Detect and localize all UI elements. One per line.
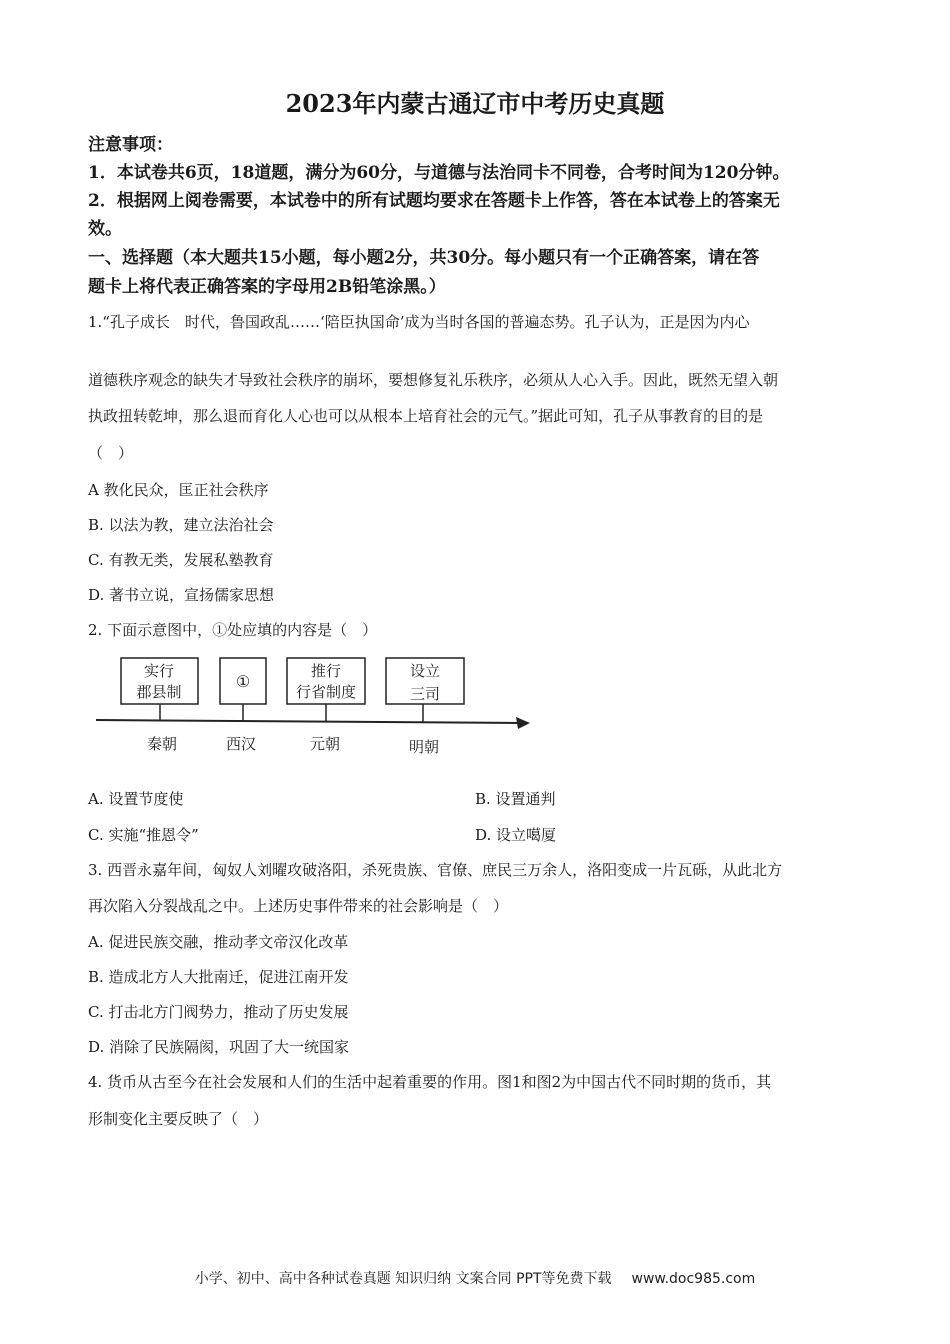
- q2-option-b[interactable]: B. 设置通判: [475, 790, 556, 808]
- q1-option-c[interactable]: C. 有教无类，发展私塾教育: [88, 551, 274, 569]
- footer-url-link[interactable]: www.doc985.com: [631, 1271, 756, 1287]
- q2-option-a[interactable]: A. 设置节度使: [88, 790, 184, 808]
- box-yuan-line-1: 推行: [310, 662, 342, 680]
- page-title: 2023年内蒙古通辽市中考历史真题: [285, 89, 665, 118]
- q2-option-c[interactable]: C. 实施“推恩令”: [88, 826, 199, 844]
- q2-timeline-diagram: [90, 652, 540, 760]
- q3-option-c[interactable]: C. 打击北方门阀势力，推动了历史发展: [88, 1003, 349, 1021]
- q3-stem-line-2: 再次陷入分裂战乱之中。上述历史事件带来的社会影响是（ ）: [88, 897, 509, 915]
- footer-text: 小学、初中、高中各种试卷真题 知识归纳 文案合同 PPT等免费下载: [194, 1271, 612, 1287]
- q1-option-d[interactable]: D. 著书立说，宣扬儒家思想: [88, 586, 275, 604]
- section-1-heading-line-2: 题卡上将代表正确答案的字母用2B铅笔涂黑。）: [88, 277, 446, 297]
- notice-item-2-line-1: 2．根据网上阅卷需要，本试卷中的所有试题均要求在答题卡上作答，答在本试卷上的答案无: [88, 191, 780, 211]
- notice-item-2-line-2: 效。: [88, 219, 122, 239]
- timeline-axis: [96, 720, 522, 723]
- q3-stem-line-1: 3. 西晋永嘉年间，匈奴人刘曜攻破洛阳，杀死贵族、官僚、庶民三万余人，洛阳变成一片瓦砾，从此北方: [88, 861, 783, 879]
- q1-stem-line-4: （ ）: [88, 444, 134, 462]
- q2-option-d[interactable]: D. 设立噶厦: [475, 826, 557, 844]
- era-yuan: 元朝: [309, 735, 341, 753]
- q3-option-b[interactable]: B. 造成北方人大批南迁，促进江南开发: [88, 968, 349, 986]
- timeline-arrowhead: [516, 717, 530, 729]
- box-yuan-line-2: 行省制度: [295, 683, 357, 701]
- q1-option-b[interactable]: B. 以法为教，建立法治社会: [88, 516, 274, 534]
- q1-option-a[interactable]: A 教化民众，匡正社会秩序: [88, 481, 269, 499]
- box-blank-label: ①: [235, 672, 251, 691]
- box-ming-line-1: 设立: [409, 662, 441, 680]
- era-ming: 明朝: [408, 738, 440, 756]
- box-qin-line-2: 郡县制: [136, 683, 182, 701]
- q1-stem-line-2: 道德秩序观念的缺失才导致社会秩序的崩坏，要想修复礼乐秩序，必须从人心入手。因此，既然无望入朝: [88, 371, 779, 389]
- q3-option-a[interactable]: A. 促进民族交融，推动孝文帝汉化改革: [88, 933, 349, 951]
- q4-stem-line-2: 形制变化主要反映了（ ）: [88, 1110, 269, 1128]
- era-xihan: 西汉: [225, 735, 257, 753]
- q1-stem-line-1: 1.“孔子成长 时代，鲁国政乱……‘陪臣执国命’成为当时各国的普遍态势。孔子认为，正是因为内心: [88, 313, 750, 331]
- box-qin-line-1: 实行: [143, 662, 175, 680]
- page-footer: [0, 1268, 950, 1288]
- q1-stem-line-3: 执政扭转乾坤，那么退而育化人心也可以从根本上培育社会的元气。”据此可知，孔子从事教育的目的是: [88, 407, 764, 425]
- q3-option-d[interactable]: D. 消除了民族隔阂，巩固了大一统国家: [88, 1038, 350, 1056]
- box-ming-line-2: 三司: [409, 685, 441, 703]
- notice-heading: 注意事项：: [88, 135, 173, 155]
- q2-stem: 2. 下面示意图中，①处应填的内容是（ ）: [88, 621, 378, 639]
- notice-item-1: 1．本试卷共6页，18道题，满分为60分，与道德与法治同卡不同卷，合考时间为120分钟。: [88, 163, 790, 183]
- era-qin: 秦朝: [146, 735, 178, 753]
- q4-stem-line-1: 4. 货币从古至今在社会发展和人们的生活中起着重要的作用。图1和图2为中国古代不同时期的货币，其: [88, 1073, 772, 1091]
- section-1-heading-line-1: 一、选择题（本大题共15小题，每小题2分，共30分。每小题只有一个正确答案，请在答: [88, 248, 760, 268]
